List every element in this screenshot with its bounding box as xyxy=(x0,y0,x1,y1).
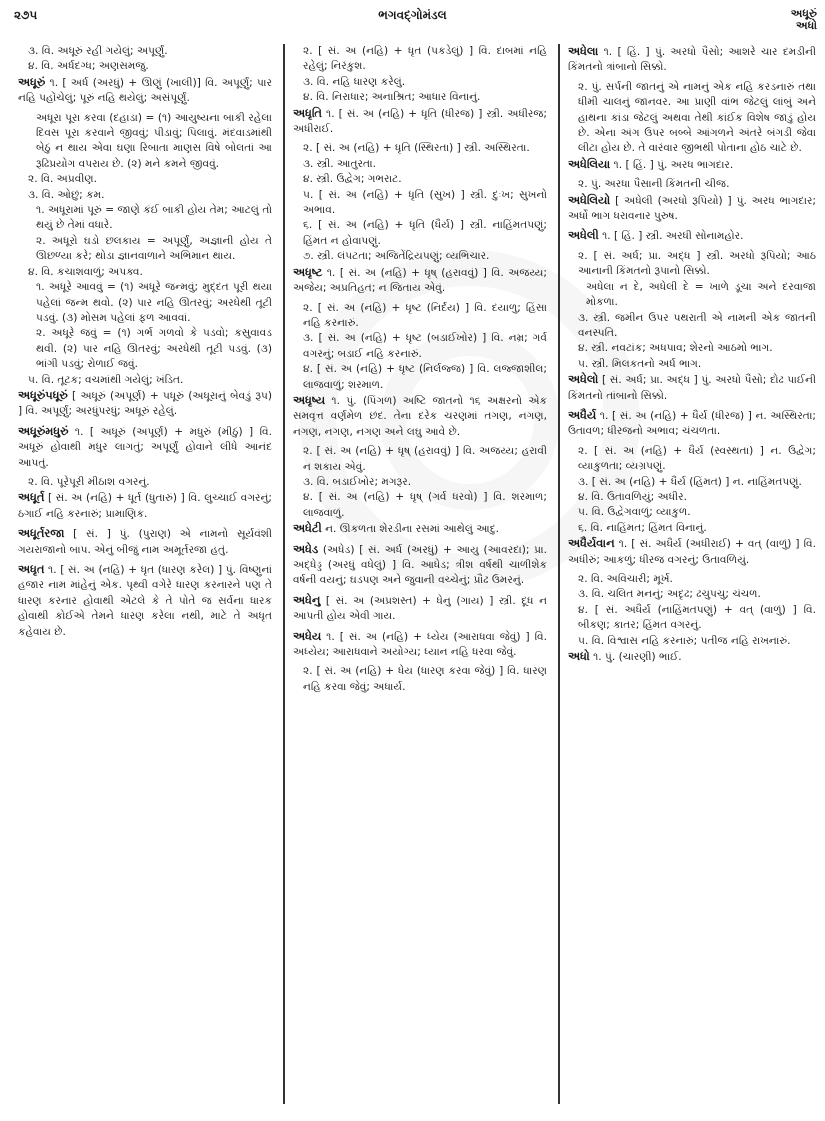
sense-definition: ૨. [ સં. અ (નહિ) + ધૃષ્ટ (નિર્દય) ] વિ. દયાળુ; હિંસા નહિ કરનારું. xyxy=(303,301,547,329)
page-header xyxy=(0,0,825,40)
entry-definition: ૧. [ સં. અધૈર્ય (અધીરાઈ) + વત્ (વાળું) ] વિ. અધીરું; આકળું; ધીરજ વગરનું; ઉતાવળિયું. xyxy=(568,538,816,566)
sense-definition: ૨. વિ. અપ્રવીણ. xyxy=(28,173,97,186)
sense-definition: ૬. [ સં. અ (નહિ) + ધૃતિ (ધૈર્ય) ] સ્ત્રી. નાહિંમતપણું; હિંમત ન હોવાપણું. xyxy=(303,219,547,247)
entry-definition: ૧. પું. (પિંગળ) અષ્ટિ જાતનો ૧૬ અક્ષરનો એક સમવૃત્ત વર્ણમેળ છંદ. તેના દરેક ચરણમાં તગણ, નગણ, નગણ, નગણ, નગણ અને લઘુ આવે છે. xyxy=(293,394,547,438)
idiom-definition: ૧. અધૂરામાં પૂરું = જાણે કંઈ બાકી હોય તેમ; આટલું તો થયું છે તેમાં વધારે. xyxy=(36,204,272,232)
entry-definition: [ સં. અર્ધ; પ્રા. અદ્ધ ] પું. અરધો પૈસો; દોઢ પાઈની કિંમતનો તાંબાનો સિક્કો. xyxy=(568,374,816,402)
dictionary-entry xyxy=(568,193,816,225)
entry-headword: અધેનુ xyxy=(293,592,321,607)
entry-definition: ૧. [ હિં. ] પું. અરધ ભાગદાર. xyxy=(610,158,734,171)
sense-definition: ૫. વિ. વિશ્વાસ નહિ કરનારું; પતીજ નહિ રાખનારું. xyxy=(578,634,791,647)
dictionary-entry xyxy=(18,562,272,640)
entry-headword: અધૃષ્ટ xyxy=(293,264,323,279)
sense-definition: ૪. [ સં. અ (નહિ) + ધૃષ્ટ (નિર્લજ્જ) ] વિ. લજ્જાશીલ; લાજવાળું; શરમાળ. xyxy=(303,363,547,391)
sense-definition: ૫. વિ. તૂટક; વચમાંથી ગયેલું; ખંડિત. xyxy=(28,373,184,386)
sense-definition: ૬. વિ. નાહિંમત; હિંમત વિનાનું. xyxy=(578,521,707,534)
entry-definition: ૧. [ સં. અ (નહિ) + ધૈર્ય (ધીરજ) ] ન. અસ્થિરતા; ઉતાવળ; ધીરજનો અભાવ; ચંચળતા. xyxy=(568,409,816,438)
sense-definition: ૭. સ્ત્રી. લંપટતા; અજિતેંદ્રિયપણું; વ્યભિચાર. xyxy=(303,250,490,263)
sense-definition: ૩. વિ. અધૂરું રહી ગયેલું; અપૂર્ણું. xyxy=(28,45,168,57)
entry-headword: અધૈર્યવાન xyxy=(568,536,615,551)
dictionary-entry xyxy=(568,649,816,665)
entry-headword: અધૃતિ xyxy=(293,105,322,120)
dictionary-entry xyxy=(18,526,272,558)
dictionary-entry xyxy=(568,408,816,440)
sense-definition: ૨. [ સં. અર્ધ; પ્રા. અદ્ધ ] સ્ત્રી. અરધો રૂપિયો; આઠ આનાની કિંમતનો રૂપાનો સિક્કો. xyxy=(578,249,816,278)
sense-definition: ૨. વિ. અવિચારી; મૂર્ખ. xyxy=(578,573,673,585)
dictionary-entry xyxy=(568,157,816,173)
entry-headword: અધૂર્ત xyxy=(18,490,45,505)
sense-definition: ૨. [ સં. અ (નહિ) + ધૃત (પકડેલું) ] વિ. દાબમાં નહિ રહેલું; નિરંકુશ. xyxy=(303,45,547,73)
sense-definition: ૩. વિ. ચલિત મનનું; અદૃઢ; ઢચુપચુ; ચંચળ. xyxy=(578,588,761,601)
entry-headword: અધો xyxy=(568,649,590,664)
idiom-definition: ૨. અધૂરે જવું = (૧) ગર્ભ ગળવો કે પડવો; કસુવાવડ થવી. (૨) પાર નહિ ઊતરવું; અરધેથી તૂટી પડવું. (૩) ભાંગી પડવું; રોળાઈ જવું. xyxy=(36,327,272,371)
dictionary-entry xyxy=(293,106,547,138)
dictionary-entry xyxy=(568,44,816,76)
sense-definition: ૩. સ્ત્રી. જમીન ઉપર પથરાતી એ નામની એક જાતની વનસ્પતિ. xyxy=(578,311,816,339)
sense-definition: ૨. [ સં. અ (નહિ) + ધેય (ધારણ કરવા જેવું) ] વિ. ધારણ નહિ કરવા જેવું; અધાર્ય. xyxy=(303,665,547,693)
guide-words xyxy=(791,8,817,32)
column-middle xyxy=(283,44,551,1104)
sense-definition: ૨. વિ. પૂરેપૂરી મીઠાશ વગરનું. xyxy=(28,475,150,488)
column-right xyxy=(558,44,820,1104)
dictionary-entry xyxy=(18,490,272,522)
sense-definition: ૫. વિ. ઉદ્વેગવાળું; વ્યાકુળ. xyxy=(578,506,691,519)
entry-headword: અધેય xyxy=(293,628,322,643)
dictionary-entry xyxy=(293,629,547,661)
sense-definition: ૨. [ સં. અ (નહિ) + ધૃતિ (સ્થિરતા) ] સ્ત્રી. અસ્થિરતા. xyxy=(303,142,530,155)
entry-headword: અધેલો xyxy=(568,372,599,387)
idiom-definition: અધેલા ન દે, અધેલી દે = ખાળે ડૂચા અને દરવાજા મોકળા. xyxy=(586,280,816,309)
entry-definition: [ સં. અ (અપ્રશસ્ત) + ધેનુ (ગાય) ] સ્ત્રી. દૂધ ન આપતી હોય એવી ગાય. xyxy=(293,594,547,623)
dictionary-entry xyxy=(293,393,547,440)
sense-definition: ૩. વિ. ઓછું; કમ. xyxy=(28,188,105,201)
sense-definition: ૩. વિ. નહિ ધારણ કરેલું. xyxy=(303,75,406,88)
entry-headword: અધેલા xyxy=(568,44,599,58)
entry-definition: ૧. [ સં. અ (નહિ) + ધૃષ્ (હરાવવું) ] વિ. અજય્ય; અજેય; અપ્રતિહત; ન જિતાય એવું. xyxy=(293,266,547,295)
dictionary-columns xyxy=(14,44,820,1104)
entry-headword: અધેલી xyxy=(568,228,599,243)
entry-headword: અધેડ xyxy=(293,541,319,556)
sense-definition: ૫. [ સં. અ (નહિ) + ધૃતિ (સુખ) ] સ્ત્રી. દુઃખ; સુખનો અભાવ. xyxy=(303,188,547,217)
sense-definition: ૨. [ સં. અ (નહિ) + ધૃષ્ (હરાવવું) ] વિ. અજય્ય; હરાવી ન શકાય એવું. xyxy=(303,445,547,473)
sense-definition: ૪. સ્ત્રી. ઉદ્વેગ; ગભરાટ. xyxy=(303,173,402,186)
sense-definition: ૪. વિ. ઉતાવળિયું; અધીર. xyxy=(578,490,687,503)
entry-definition: ૧. [ સં. અ (નહિ) + ધૃત (ધારણ કરેલ) ] પું. વિષ્ણુનાં હજાર નામ માંહેનું એક. પૃથ્વી વગેરે ધારણ કરનારને પણ તે ધારણ કરનાર હોવાથી એટલે કે તે પોતે જ સર્વના ધારક હોવાથી કોઈએ તેમને ધારણ કરેલા નથી, માટે તે અધૃત કહેવાય છે. xyxy=(18,564,272,638)
entry-headword: અધેલિયા xyxy=(568,156,611,171)
entry-headword: અધૂરું xyxy=(18,74,46,89)
dictionary-entry xyxy=(293,593,547,625)
sense-definition: ૫. સ્ત્રી. મિલકતનો અર્ધ ભાગ. xyxy=(578,357,702,370)
sense-definition: ૪. વિ. નિરાધાર; અનાશ્રિત; આધાર વિનાનું. xyxy=(303,91,481,104)
entry-headword: અધેટી xyxy=(293,521,322,536)
entry-headword: અધૃષ્ય xyxy=(293,392,326,407)
sense-definition: ૩. [ સં. અ (નહિ) + ધૃષ્ટ (બડાઈખોર) ] વિ. નમ્ર; ગર્વ વગરનું; બડાઈ નહિ કરનારું. xyxy=(303,332,547,360)
entry-definition: ૧. [ અર્ધ (અરધું) + ઊણું (ખાલી)] વિ. અપૂર્ણું; પાર નહિ પહોંચેલું; પૂરું નહિ થયેલું; અસંપૂર્ણું. xyxy=(18,76,272,105)
entry-headword: અધૈર્ય xyxy=(568,407,597,422)
dictionary-entry xyxy=(568,536,816,568)
entry-definition: ન. ઊકળતા શેરડીના રસમાં આથેલું આદુ. xyxy=(321,523,500,536)
dictionary-entry xyxy=(568,228,816,244)
sense-definition: ૩. વિ. બડાઈખોર; મગરૂર. xyxy=(303,475,412,488)
sense-definition: ૪. [ સં. અ (નહિ) + ધૃષ્ (ગર્વ ધરવો) ] વિ. શરમાળ; લાજવાળું. xyxy=(303,491,547,519)
entry-definition: ૧. [ હિં. ] પું. અરધો પૈસો; આશરે ચાર દમડીની કિંમતનો ત્રાંબાનો સિક્કો. xyxy=(568,46,816,74)
sense-definition: ૪. સ્ત્રી. નવટાંક; અધપાવ; શેરનો આઠમો ભાગ. xyxy=(578,342,773,355)
entry-definition: ૧. [ અધૂરું (અપૂર્ણ) + મધુરું (મીઠું) ] વિ. અધૂરું હોવાથી મધુર લાગતું; અપૂર્ણું હોવાને લીધે આનંદ આપતું. xyxy=(18,425,272,469)
dictionary-entry xyxy=(568,372,816,404)
entry-definition: ૧. [ હિં. ] સ્ત્રી. અરધી સોનામહોર. xyxy=(598,230,744,243)
sense-definition: ૪. વિ. કચાશવાળું; અપક્વ. xyxy=(28,265,143,278)
sense-definition: ૨. [ સં. અ (નહિ) + ધૈર્ય (સ્વસ્થતા) ] ન. ઉદ્વેગ; વ્યાકુળતા; વ્યગ્રપણું. xyxy=(578,444,816,473)
entry-definition: ૧. [ સં. અ (નહિ) + ધ્યેય (આરાધવા જેવું) ] વિ. અધ્યેય; આરાધવાને અયોગ્ય; ધ્યાન નહિ ધરવા જેવું. xyxy=(293,630,547,659)
entry-headword: અધૂરુંમધુરું xyxy=(18,423,69,438)
dictionary-entry xyxy=(18,424,272,471)
page-number: ૨૭૫ xyxy=(14,8,38,22)
sense-definition: ૨. પું. અરધા પૈસાની કિંમતની ચીજ. xyxy=(578,178,730,191)
sense-definition: ૩. સ્ત્રી. આતુરતા. xyxy=(303,157,376,170)
sense-definition: ૩. [ સં. અ (નહિ) + ધૈર્ય (હિંમત) ] ન. નાહિંમતપણું. xyxy=(578,475,802,488)
entry-definition: ૧. [ સં. અ (નહિ) + ધૃતિ (ધીરજ) ] સ્ત્રી. અધીરજ; અધીરાઈ. xyxy=(293,107,547,136)
running-title: ભગવદ્ગોમંડલ xyxy=(378,8,447,22)
idiom-definition: ૧. અધૂરે આવવું = (૧) અધૂરે જન્મવું; મુદ્દત પૂરી થયા પહેલાં જન્મ થવો. (૨) પાર નહિ ઊતરવું; અરધેથી તૂટી પડવું. (૩) મોસમ પહેલાં ફળ આવવાં. xyxy=(36,281,272,324)
entry-headword: અધૂર્તરજા xyxy=(18,526,65,541)
dictionary-entry xyxy=(293,521,547,537)
idiom-definition: અધૂરા પૂરા કરવા (દહાડા) = (૧) આયુષ્યના બાકી રહેલા દિવસ પૂરા કરવાને જીવવું; પીડાવું; પિલાવું. મંદવાડમાંથી બેઠું ન થાય એવા ઘણા રિબાતા માણસ વિષે બોલતાં આ રૂઢિપ્રયોગ વપરાય છે. (૨) મને કમને જીવવું. xyxy=(36,111,272,170)
entry-headword: અધેલિયો xyxy=(568,192,611,207)
dictionary-entry xyxy=(293,265,547,297)
entry-definition: [ સં. ] પું. (પુરાણ) એ નામનો સૂર્યવંશી ગયરાજાનો બાપ. એનું બીજું નામ અમૂર્તરજા હતું. xyxy=(18,528,272,556)
guide-word-top: અધૂરું xyxy=(790,7,817,20)
dictionary-entry xyxy=(18,75,272,107)
dictionary-entry xyxy=(293,542,547,589)
entry-definition: ૧. પું. (ચારણી) ભાઈ. xyxy=(589,651,682,664)
sense-definition: ૪. [ સં. અધૈર્ય (નાહિંમતપણું) + વત્ (વાળું) ] વિ. બીકણ; કાતર; હિંમત વગરનું. xyxy=(578,603,816,632)
sense-definition: ૨. પું. સર્પની જાતનું એ નામનું એક નહિ કરડનારું તથા ધીમી ચાલનું જાનવર. આ પ્રાણી વાંભ જેટલું લાંબું અને હાથના કાંડા જેટલું અથવા તેથી કાંઈક વિશેષ જાડું હોય છે. એના અંગ ઉપર બબ્બે આંગળને અંતરે બંગડી જેવા લીટા હોય છે. તે વારંવાર જીભથી પોતાના હોઠ ચાટે છે. xyxy=(578,80,816,155)
entry-definition: [ અધૂરું (અપૂર્ણ) + પધૂરું (અધૂરાનું બેવડું રૂપ) ] વિ. અપૂર્ણું; અરધુંપરધું; અધૂરું રહેલું. xyxy=(18,389,272,418)
idiom-definition: ૨. અધૂરો ઘડો છલકાય = અપૂર્ણું, અજ્ઞાની હોય તે ઊછળ્યા કરે; થોડા જ્ઞાનવાળાને અભિમાન થાય. xyxy=(36,234,272,263)
entry-headword: અધૂરુંપધૂરું xyxy=(18,387,68,402)
entry-definition: (અધેડ) [ સં. અર્ધ (અરધું) + આયુ (આવરદા); પ્રા. અદ્ધેડ્ડ (અરધું વધેલું) ] વિ. આધેડ; ત્રીશ વર્ષથી ચાળીશેક વર્ષની વયનું; ઘડપણ અને જુવાની વચ્ચેનું; પ્રૌઢ ઉમરનું. xyxy=(293,543,547,587)
sense-definition: ૪. વિ. અર્ધદગ્ધ; અણસમજુ. xyxy=(28,60,149,73)
entry-definition: [ સં. અ (નહિ) + ધૂર્ત (ધુતારું) ] વિ. લુચ્ચાઈ વગરનું; ઠગાઈ નહિ કરનારું; પ્રામાણિક. xyxy=(18,492,272,520)
dictionary-entry xyxy=(18,388,272,420)
guide-word-bottom: અધો xyxy=(796,19,817,32)
column-left xyxy=(14,44,276,1104)
entry-headword: અધૃત xyxy=(18,562,45,576)
entry-definition: [ અધેલી (અરધો રૂપિયો) ] પું. અરધ ભાગદાર; અર્ધો ભાગ ધરાવનાર પુરુષ. xyxy=(568,194,816,223)
